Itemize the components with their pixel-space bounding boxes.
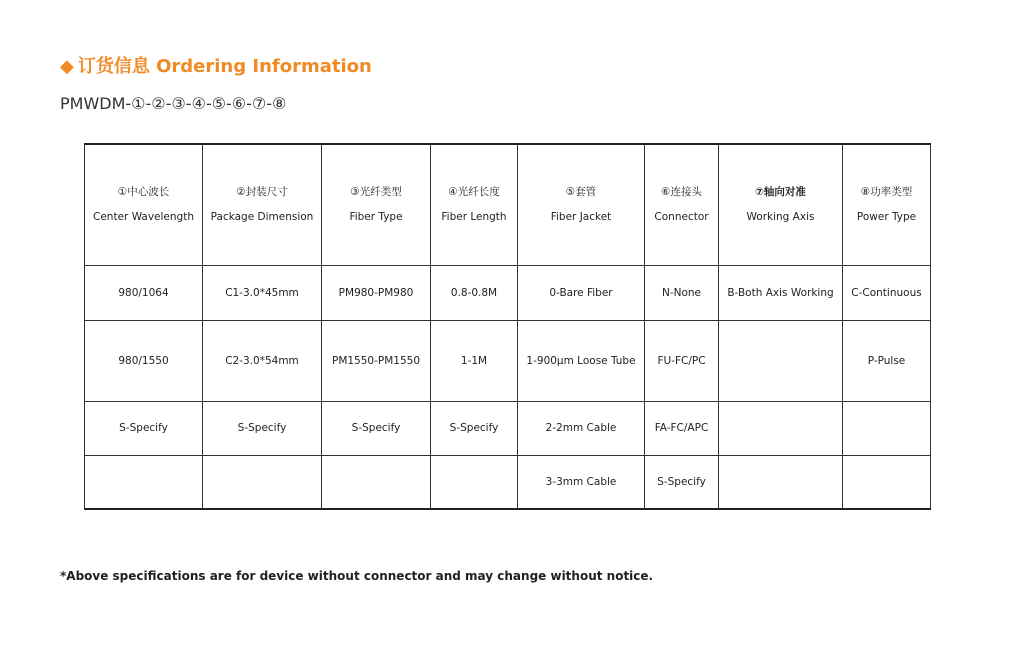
table-cell: 980/1064 (85, 265, 203, 320)
header-en: Package Dimension (210, 210, 314, 223)
table-row (85, 455, 931, 509)
table-row (85, 401, 931, 455)
table-cell: S-Specify (322, 401, 431, 455)
section-title (60, 52, 372, 78)
table-cell: S-Specify (85, 401, 203, 455)
header-cell-fiber-type (322, 144, 431, 265)
table-cell: N-None (645, 265, 719, 320)
table-row (85, 320, 931, 401)
table-cell (719, 320, 843, 401)
header-en: Fiber Length (441, 210, 507, 223)
table-header-row (85, 144, 931, 265)
header-cn: ⑥连接头 (661, 185, 702, 198)
header-cell-working-axis (719, 144, 843, 265)
table-cell (843, 401, 931, 455)
table-cell: 0.8-0.8M (431, 265, 518, 320)
header-cell-package-dimension (203, 144, 322, 265)
table-cell: S-Specify (645, 455, 719, 509)
table-cell: S-Specify (431, 401, 518, 455)
section-title-text: 订货信息 Ordering Information (77, 56, 372, 77)
table-row (85, 265, 931, 320)
table-cell: P-Pulse (843, 320, 931, 401)
table-cell (719, 455, 843, 509)
table-cell (322, 455, 431, 509)
table-cell (719, 401, 843, 455)
header-cn: ⑤套管 (565, 185, 597, 198)
header-cn: ②封装尺寸 (236, 185, 288, 198)
footnote: *Above specifications are for device without connector and may change without notice. (60, 569, 654, 583)
header-cell-center-wavelength (85, 144, 203, 265)
table-cell (431, 455, 518, 509)
table-cell: FA-FC/APC (645, 401, 719, 455)
table-cell: FU-FC/PC (645, 320, 719, 401)
header-en: Fiber Jacket (550, 210, 612, 223)
table-cell: 0-Bare Fiber (518, 265, 645, 320)
header-cn: ⑦轴向对准 (755, 185, 806, 198)
header-en: Center Wavelength (93, 210, 194, 223)
table-cell: S-Specify (203, 401, 322, 455)
header-cell-connector (645, 144, 719, 265)
table-cell: PM1550-PM1550 (322, 320, 431, 401)
diamond-icon: ◆ (60, 56, 74, 77)
table-cell: C2-3.0*54mm (203, 320, 322, 401)
header-en: Power Type (856, 210, 917, 223)
table-cell: 2-2mm Cable (518, 401, 645, 455)
table-cell: PM980-PM980 (322, 265, 431, 320)
header-cell-fiber-jacket (518, 144, 645, 265)
table-cell: C1-3.0*45mm (203, 265, 322, 320)
table-cell: C-Continuous (843, 265, 931, 320)
table-cell: 3-3mm Cable (518, 455, 645, 509)
header-cell-fiber-length (431, 144, 518, 265)
header-en: Working Axis (746, 210, 815, 223)
header-cn: ④光纤长度 (448, 185, 500, 198)
header-cell-power-type (843, 144, 931, 265)
part-number-code: PMWDM-①-②-③-④-⑤-⑥-⑦-⑧ (60, 94, 287, 113)
header-cn: ⑧功率类型 (860, 185, 913, 198)
header-cn: ①中心波长 (117, 185, 170, 198)
header-en: Fiber Type (349, 210, 403, 223)
header-cn: ③光纤类型 (350, 185, 402, 198)
table-cell: 980/1550 (85, 320, 203, 401)
table-cell (85, 455, 203, 509)
header-en: Connector (654, 210, 709, 223)
table-cell: B-Both Axis Working (719, 265, 843, 320)
table-cell (843, 455, 931, 509)
table-cell (203, 455, 322, 509)
table-cell: 1-1M (431, 320, 518, 401)
ordering-table (84, 143, 931, 510)
table-cell: 1-900μm Loose Tube (518, 320, 645, 401)
